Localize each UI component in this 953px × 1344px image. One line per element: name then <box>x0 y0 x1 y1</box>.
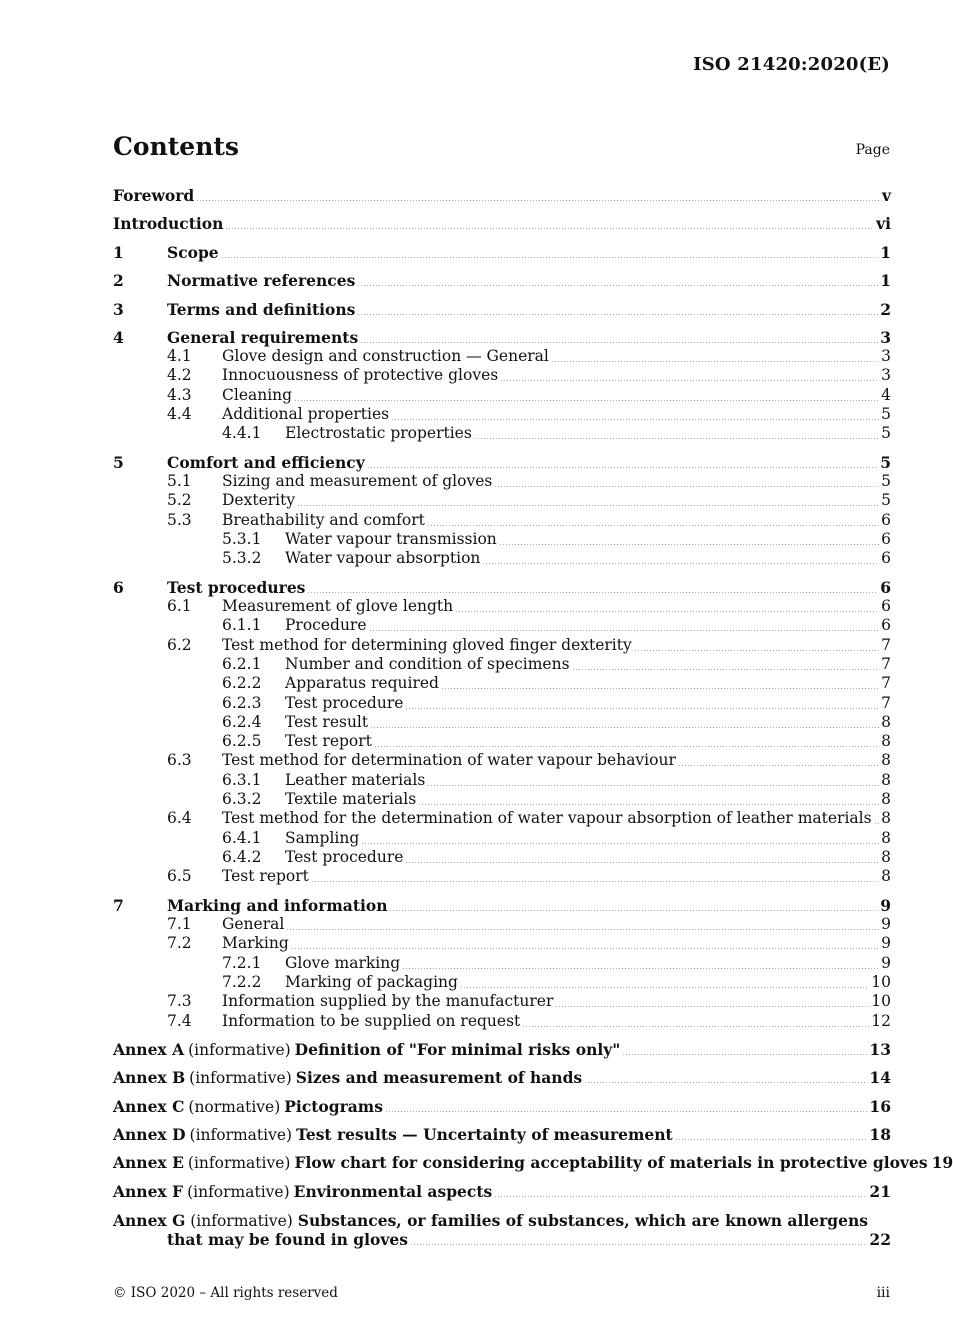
toc-entry-page: 3 <box>881 366 891 384</box>
annex-g-kind: (informative) <box>190 1212 293 1230</box>
annex-tag: Annex A <box>113 1040 185 1059</box>
dot-leader <box>361 843 879 844</box>
toc-entry-page: 3 <box>880 328 891 347</box>
toc-entry-title: Test method for the determination of water vapour absorption of leather materials <box>222 809 872 827</box>
annex-tag: Annex C <box>113 1097 185 1116</box>
annex-title: Flow chart for considering acceptability of materials in protective gloves <box>294 1153 928 1172</box>
dot-leader <box>482 563 879 564</box>
toc-entry-number: 4.4 <box>167 405 192 423</box>
annex-kind: (normative) <box>188 1098 281 1116</box>
toc-entry-page: 8 <box>881 751 891 769</box>
annex-tag: Annex B <box>113 1068 186 1087</box>
toc-entry-number: 1 <box>113 243 124 262</box>
toc-entry-page: 3 <box>881 347 891 365</box>
toc-entry-title: Marking and information <box>167 896 388 915</box>
annex-heading <box>113 1068 582 1088</box>
annex-kind: (informative) <box>189 1069 292 1087</box>
page-column-label: Page <box>855 142 890 158</box>
toc-entry-number: 5.3.2 <box>222 549 262 567</box>
toc-entry-number: 6.1 <box>167 597 192 615</box>
toc-entry-number: 6.4 <box>167 809 192 827</box>
toc-entry[interactable] <box>113 713 891 732</box>
toc-entry-title: Marking of packaging <box>285 973 458 991</box>
toc-entry-title: Test procedure <box>285 694 404 712</box>
dot-leader <box>385 1111 867 1112</box>
toc-entry-number: 6.1.1 <box>222 616 262 634</box>
toc-entry-title: Sampling <box>285 829 360 847</box>
toc-entry-title: Dexterity <box>222 491 296 509</box>
toc-entry-title: Terms and definitions <box>167 300 356 319</box>
dot-leader <box>500 380 879 381</box>
toc-entry[interactable] <box>113 771 891 790</box>
toc-entry-title: Test report <box>285 732 372 750</box>
toc-entry-title: General requirements <box>167 328 359 347</box>
toc-entry-title: Glove marking <box>285 954 401 972</box>
toc-entry-number: 5.3 <box>167 511 192 529</box>
toc-entry-number: 2 <box>113 271 124 290</box>
toc-annex-entry[interactable] <box>113 1125 891 1144</box>
toc-entry-number: 7.3 <box>167 992 192 1010</box>
toc-entry-title: Test result <box>285 713 369 731</box>
toc-entry-page: 9 <box>881 934 891 952</box>
toc-entry[interactable] <box>113 790 891 809</box>
annex-tag: Annex E <box>113 1153 184 1172</box>
toc-entry-title: Additional properties <box>222 405 390 423</box>
toc-entry[interactable] <box>113 300 891 319</box>
toc-entry-page: 8 <box>881 713 891 731</box>
annex-g-tag: Annex G <box>113 1211 186 1230</box>
toc-entry-title: Water vapour absorption <box>285 549 481 567</box>
toc-entry[interactable] <box>113 867 891 886</box>
dot-leader <box>367 467 878 468</box>
annex-heading <box>113 1097 383 1117</box>
toc-entry-number: 4 <box>113 328 124 347</box>
toc-entry[interactable] <box>113 511 891 530</box>
toc-entry[interactable] <box>113 915 891 934</box>
annex-page: 19 <box>931 1153 953 1172</box>
dot-leader <box>357 285 878 286</box>
toc-entry-title: Measurement of glove length <box>222 597 454 615</box>
annex-kind: (informative) <box>189 1126 293 1144</box>
dot-leader <box>474 438 879 439</box>
toc-entry-title: Breathability and comfort <box>222 511 425 529</box>
toc-entry-title: Test procedure <box>285 848 404 866</box>
toc-entry-title: Test procedures <box>167 578 306 597</box>
toc-entry[interactable] <box>113 271 891 290</box>
toc-entry-page: 7 <box>881 655 891 673</box>
dot-leader <box>494 1196 867 1197</box>
toc-entry-page: 8 <box>881 848 891 866</box>
toc-entry-title: Cleaning <box>222 386 293 404</box>
toc-entry-page: 10 <box>871 992 891 1010</box>
toc-entry[interactable] <box>113 424 891 443</box>
toc-entry[interactable] <box>113 366 891 385</box>
toc-entry-page: 5 <box>881 472 891 490</box>
toc-entry-number: 5.3.1 <box>222 530 262 548</box>
copyright-notice: © ISO 2020 – All rights reserved <box>113 1285 338 1301</box>
toc-entry-number: 3 <box>113 300 124 319</box>
dot-leader <box>307 592 878 593</box>
toc-entry-number: 6 <box>113 578 124 597</box>
toc-entry-title: Introduction <box>113 214 224 233</box>
dot-leader <box>572 669 880 670</box>
toc-entry-title: Number and condition of specimens <box>285 655 570 673</box>
annex-tag: Annex D <box>113 1125 186 1144</box>
toc-entry-page: 7 <box>881 674 891 692</box>
annex-page: 18 <box>869 1125 891 1144</box>
toc-entry-number: 7.2 <box>167 934 192 952</box>
toc-entry-page: 6 <box>880 578 891 597</box>
toc-entry[interactable] <box>113 934 891 953</box>
toc-entry[interactable] <box>113 186 891 205</box>
toc-entry-title: Foreword <box>113 186 195 205</box>
toc-entry-title: Comfort and efficiency <box>167 453 365 472</box>
toc-entry-page: 5 <box>880 453 891 472</box>
dot-leader <box>360 342 878 343</box>
toc-entry[interactable] <box>113 694 891 713</box>
toc-entry-number: 6.2.4 <box>222 713 262 731</box>
annex-tag: Annex F <box>113 1182 184 1201</box>
toc-entry[interactable] <box>113 809 891 828</box>
toc-entry-number: 5.1 <box>167 472 192 490</box>
toc-entry-title: Information supplied by the manufacturer <box>222 992 554 1010</box>
dot-leader <box>402 968 879 969</box>
toc-annex-g-line1[interactable] <box>113 1211 868 1231</box>
dot-leader <box>584 1082 867 1083</box>
toc-entry-number: 6.4.2 <box>222 848 262 866</box>
annex-heading <box>113 1182 492 1202</box>
dot-leader <box>297 505 879 506</box>
toc-annex-entry[interactable] <box>113 1068 891 1087</box>
toc-entry-number: 6.3 <box>167 751 192 769</box>
dot-leader <box>311 881 879 882</box>
toc-entry-page: 8 <box>881 829 891 847</box>
toc-entry-number: 6.3.2 <box>222 790 262 808</box>
dot-leader <box>494 486 879 487</box>
dot-leader <box>522 1026 869 1027</box>
toc-entry[interactable] <box>113 347 891 366</box>
toc-entry-title: General <box>222 915 285 933</box>
toc-entry-page: 7 <box>881 694 891 712</box>
toc-entry-page: 1 <box>880 271 891 290</box>
toc-entry-page: 4 <box>881 386 891 404</box>
annex-heading <box>113 1040 620 1060</box>
toc-entry-number: 7.4 <box>167 1012 192 1030</box>
toc-entry[interactable] <box>113 328 891 347</box>
toc-entry-page: 8 <box>881 867 891 885</box>
toc-entry-number: 5 <box>113 453 124 472</box>
annex-page: 21 <box>869 1182 891 1201</box>
toc-entry-title: Test report <box>222 867 309 885</box>
page-number: iii <box>876 1285 890 1301</box>
toc-entry-title: Test method for determining gloved finger dexterity <box>222 636 632 654</box>
toc-entry[interactable] <box>113 751 891 770</box>
toc-entry-page: 8 <box>881 732 891 750</box>
dot-leader <box>418 804 879 805</box>
toc-entry-title: Water vapour transmission <box>285 530 497 548</box>
dot-leader <box>441 688 879 689</box>
dot-leader <box>622 1054 867 1055</box>
toc-entry-number: 7.2.1 <box>222 954 262 972</box>
annex-heading <box>113 1153 928 1173</box>
toc-entry-title: Normative references <box>167 271 356 290</box>
toc-entry-page: 8 <box>881 771 891 789</box>
dot-leader <box>455 611 879 612</box>
toc-entry-title: Leather materials <box>285 771 426 789</box>
toc-entry[interactable] <box>113 616 891 635</box>
toc-entry-page: 1 <box>880 243 891 262</box>
annex-page: 14 <box>869 1068 891 1087</box>
toc-entry-title: Glove design and construction — General <box>222 347 549 365</box>
toc-entry-number: 6.2.5 <box>222 732 262 750</box>
toc-entry-number: 4.3 <box>167 386 192 404</box>
dot-leader <box>294 400 879 401</box>
annex-kind: (informative) <box>187 1154 291 1172</box>
toc-entry-number: 6.2.3 <box>222 694 262 712</box>
toc-entry[interactable] <box>113 530 891 549</box>
toc-entry[interactable] <box>113 992 891 1011</box>
toc-entry-number: 4.1 <box>167 347 192 365</box>
toc-entry-page: 6 <box>881 511 891 529</box>
toc-entry-page: 12 <box>871 1012 891 1030</box>
dot-leader <box>196 200 880 201</box>
toc-entry-page: 6 <box>881 616 891 634</box>
toc-entry-title: Scope <box>167 243 219 262</box>
dot-leader <box>357 314 878 315</box>
annex-page: 16 <box>869 1097 891 1116</box>
toc-entry-number: 6.2 <box>167 636 192 654</box>
toc-entry-page: 5 <box>881 491 891 509</box>
toc-entry[interactable] <box>113 597 891 616</box>
toc-entry[interactable] <box>113 954 891 973</box>
dot-leader <box>370 727 879 728</box>
dot-leader <box>551 361 879 362</box>
toc-entry-title: Test method for determination of water vapour behaviour <box>222 751 676 769</box>
dot-leader <box>405 862 879 863</box>
toc-entry-title: Innocuousness of protective gloves <box>222 366 499 384</box>
toc-entry-title: Apparatus required <box>285 674 439 692</box>
toc-entry-number: 7 <box>113 896 124 915</box>
toc-annex-g-line2[interactable] <box>113 1230 891 1249</box>
dot-leader <box>499 544 879 545</box>
annex-title: Environmental aspects <box>293 1182 493 1201</box>
toc-entry-page: 8 <box>881 790 891 808</box>
annex-g-title-line1: Substances, or families of substances, which are known allergens <box>297 1211 868 1230</box>
toc-entry-page: vi <box>876 214 891 233</box>
toc-annex-entry[interactable] <box>113 1040 891 1059</box>
annex-page: 13 <box>869 1040 891 1059</box>
toc-entry-number: 6.3.1 <box>222 771 262 789</box>
dot-leader <box>460 987 869 988</box>
toc-entry-page: 6 <box>881 549 891 567</box>
toc-entry[interactable] <box>113 732 891 751</box>
dot-leader <box>389 910 878 911</box>
annex-title: Definition of "For minimal risks only" <box>294 1040 621 1059</box>
dot-leader <box>391 419 879 420</box>
toc-entry[interactable] <box>113 453 891 472</box>
toc-entry-number: 7.1 <box>167 915 192 933</box>
toc-entry-title: Procedure <box>285 616 367 634</box>
toc-entry-number: 6.2.2 <box>222 674 262 692</box>
dot-leader <box>221 257 879 258</box>
toc-entry[interactable] <box>113 243 891 262</box>
dot-leader <box>634 650 879 651</box>
annex-kind: (informative) <box>188 1041 291 1059</box>
toc-entry-page: 9 <box>881 915 891 933</box>
toc-entry-page: 5 <box>881 405 891 423</box>
toc-entry[interactable] <box>113 896 891 915</box>
dot-leader <box>675 1139 868 1140</box>
annex-kind: (informative) <box>187 1183 290 1201</box>
annex-heading <box>113 1125 673 1145</box>
document-id: ISO 21420:2020(E) <box>693 54 890 75</box>
toc-entry-number: 6.2.1 <box>222 655 262 673</box>
toc-entry-title: Information to be supplied on request <box>222 1012 521 1030</box>
toc-entry-page: 6 <box>881 530 891 548</box>
toc-entry-page: 5 <box>881 424 891 442</box>
dot-leader <box>369 630 880 631</box>
annex-title: Test results — Uncertainty of measurement <box>296 1125 673 1144</box>
toc-entry-title: Sizing and measurement of gloves <box>222 472 493 490</box>
toc-entry-page: 8 <box>881 809 891 827</box>
toc-entry-number: 6.4.1 <box>222 829 262 847</box>
toc-entry[interactable] <box>113 472 891 491</box>
toc-entry[interactable] <box>113 578 891 597</box>
toc-entry[interactable] <box>113 655 891 674</box>
toc-entry-number: 7.2.2 <box>222 973 262 991</box>
toc-entry-title: Marking <box>222 934 289 952</box>
page-title: Contents <box>113 132 240 161</box>
toc-entry-number: 4.2 <box>167 366 192 384</box>
toc-entry-number: 6.5 <box>167 867 192 885</box>
toc-entry-page: 7 <box>881 636 891 654</box>
toc-entry-number: 4.4.1 <box>222 424 262 442</box>
toc-entry-title: Textile materials <box>285 790 417 808</box>
dot-leader <box>678 765 879 766</box>
dot-leader <box>874 823 880 824</box>
annex-title: Pictograms <box>284 1097 383 1116</box>
toc-entry[interactable] <box>113 214 891 233</box>
annex-g-page: 22 <box>869 1230 891 1249</box>
dot-leader <box>427 785 879 786</box>
dot-leader <box>410 1244 867 1245</box>
dot-leader <box>374 746 879 747</box>
dot-leader <box>291 948 879 949</box>
toc-annex-entry[interactable] <box>113 1097 891 1116</box>
toc-annex-entry[interactable] <box>113 1182 891 1201</box>
toc-entry-page: 9 <box>880 896 891 915</box>
dot-leader <box>405 708 879 709</box>
toc-entry-title: Electrostatic properties <box>285 424 472 442</box>
toc-annex-entry[interactable] <box>113 1153 953 1172</box>
toc-entry[interactable] <box>113 973 891 992</box>
toc-entry-page: 6 <box>881 597 891 615</box>
annex-g-title-line2: that may be found in gloves <box>167 1230 408 1249</box>
toc-entry-page: 2 <box>880 300 891 319</box>
toc-entry-page: 10 <box>871 973 891 991</box>
toc-entry[interactable] <box>113 386 891 405</box>
toc-entry-number: 5.2 <box>167 491 192 509</box>
toc-entry-page: 9 <box>881 954 891 972</box>
toc-entry[interactable] <box>113 829 891 848</box>
dot-leader <box>427 525 879 526</box>
dot-leader <box>286 929 879 930</box>
toc-entry[interactable] <box>113 491 891 510</box>
toc-entry[interactable] <box>113 674 891 693</box>
toc-entry[interactable] <box>113 549 891 568</box>
toc-entry[interactable] <box>113 1012 891 1031</box>
dot-leader <box>555 1006 869 1007</box>
annex-title: Sizes and measurement of hands <box>295 1068 583 1087</box>
toc-entry[interactable] <box>113 405 891 424</box>
toc-entry-page: v <box>881 186 891 205</box>
toc-entry[interactable] <box>113 636 891 655</box>
toc-entry[interactable] <box>113 848 891 867</box>
dot-leader <box>225 228 874 229</box>
